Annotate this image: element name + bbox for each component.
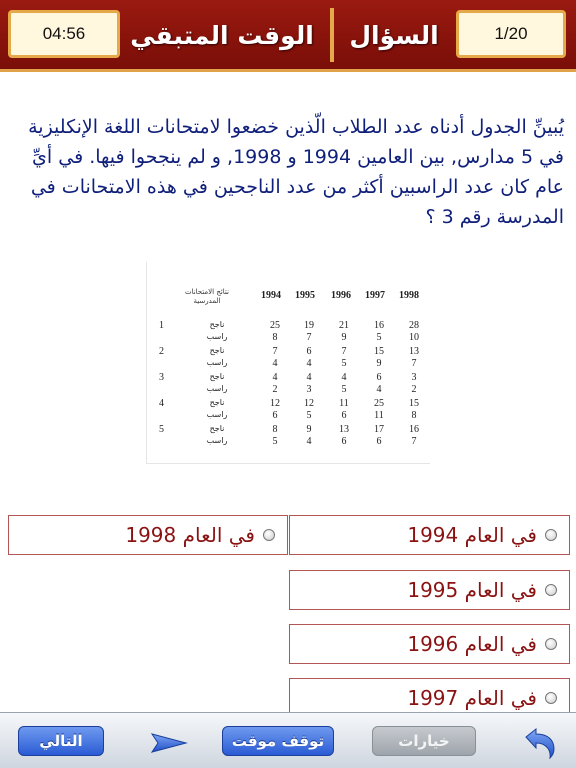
school-number: 2: [159, 346, 164, 357]
table-cell: 3: [306, 384, 312, 395]
radio-icon[interactable]: [263, 529, 275, 541]
answer-option-1998[interactable]: [8, 515, 288, 555]
question-text: يُبينِّ الجدول أدناه عدد الطلاب الّذين خضعوا لامتحانات اللغة الإنكليزية في 5 مدارس, بين العامين 1994 و 1998, و لم ينجحوا فيها. في أيِّ عام كان عدد الراسبين أكثر من عدد الناجحين في هذه الامتحانات في المدرسة رقم 3 ؟: [28, 116, 564, 228]
year-header: 1997: [365, 290, 385, 301]
table-cell: 8: [272, 332, 278, 343]
table-cell: 12: [270, 398, 280, 409]
fail-label: راسب: [206, 410, 228, 419]
pass-label: ناجح: [209, 320, 225, 329]
school-number: 3: [159, 372, 164, 383]
table-cell: 4: [306, 372, 312, 383]
fail-label: راسب: [206, 358, 228, 367]
table-cell: 11: [339, 398, 349, 409]
pass-label: ناجح: [209, 398, 225, 407]
pass-label: ناجح: [209, 346, 225, 355]
table-cell: 7: [411, 358, 417, 369]
radio-icon[interactable]: [545, 692, 557, 704]
table-cell: 6: [341, 410, 347, 421]
year-header: 1998: [399, 290, 419, 301]
radio-icon[interactable]: [545, 584, 557, 596]
table-cell: 9: [306, 424, 312, 435]
table-cell: 15: [374, 346, 384, 357]
pause-button[interactable]: توقف موقت: [222, 726, 334, 756]
table-cell: 9: [376, 358, 382, 369]
table-cell: 4: [376, 384, 382, 395]
answer-label: في العام 1995: [407, 578, 537, 602]
answer-option-1995[interactable]: [289, 570, 570, 610]
table-cell: 5: [341, 358, 347, 369]
table-cell: 19: [304, 320, 314, 331]
school-number: 4: [159, 398, 164, 409]
play-arrow-icon[interactable]: [150, 733, 188, 753]
table-cell: 21: [339, 320, 349, 331]
table-cell: 6: [306, 346, 312, 357]
answer-label: في العام 1996: [407, 632, 537, 656]
top-bar: [0, 0, 576, 72]
table-cell: 10: [409, 332, 419, 343]
table-cell: 6: [341, 436, 347, 447]
table-cell: 13: [339, 424, 349, 435]
table-cell: 12: [304, 398, 314, 409]
table-cell: 9: [341, 332, 347, 343]
year-header: 1994: [261, 290, 281, 301]
table-cell: 6: [376, 436, 382, 447]
options-button[interactable]: خيارات: [372, 726, 476, 756]
table-cell: 4: [306, 358, 312, 369]
table-cell: 8: [272, 424, 278, 435]
school-number: 1: [159, 320, 164, 331]
question-heading: السؤال: [349, 20, 439, 50]
header-divider: [330, 8, 334, 62]
table-header-label: نتائج الامتحانات المدرسية: [184, 288, 229, 305]
results-table: [146, 262, 430, 464]
fail-label: راسب: [206, 384, 228, 393]
table-cell: 13: [409, 346, 419, 357]
table-cell: 16: [374, 320, 384, 331]
table-cell: 3: [411, 372, 417, 383]
table-cell: 16: [409, 424, 419, 435]
table-cell: 7: [272, 346, 278, 357]
table-cell: 17: [374, 424, 384, 435]
school-number: 5: [159, 424, 164, 435]
table-cell: 2: [411, 384, 417, 395]
answer-label: في العام 1997: [407, 686, 537, 710]
table-cell: 15: [409, 398, 419, 409]
table-cell: 7: [341, 346, 347, 357]
table-cell: 28: [409, 320, 419, 331]
pass-label: ناجح: [209, 372, 225, 381]
fail-label: راسب: [206, 332, 228, 341]
table-cell: 6: [376, 372, 382, 383]
table-cell: 6: [272, 410, 278, 421]
table-cell: 25: [270, 320, 280, 331]
table-cell: 5: [306, 410, 312, 421]
table-cell: 8: [411, 410, 417, 421]
table-cell: 4: [306, 436, 312, 447]
table-cell: 5: [272, 436, 278, 447]
bottom-toolbar: [0, 712, 576, 768]
table-cell: 7: [411, 436, 417, 447]
time-remaining-heading: الوقت المتبقي: [130, 20, 314, 50]
undo-arrow-icon[interactable]: [522, 727, 558, 759]
table-cell: 11: [374, 410, 384, 421]
answer-option-1996[interactable]: [289, 624, 570, 664]
pass-label: ناجح: [209, 424, 225, 433]
radio-icon[interactable]: [545, 638, 557, 650]
next-button[interactable]: التالي: [18, 726, 104, 756]
table-cell: 4: [272, 358, 278, 369]
countdown-timer: 04:56: [8, 10, 120, 58]
year-header: 1995: [295, 290, 315, 301]
table-cell: 5: [376, 332, 382, 343]
answer-label: في العام 1994: [407, 523, 537, 547]
table-cell: 4: [341, 372, 347, 383]
table-cell: 25: [374, 398, 384, 409]
fail-label: راسب: [206, 436, 228, 445]
radio-icon[interactable]: [545, 529, 557, 541]
table-cell: 7: [306, 332, 312, 343]
table-cell: 5: [341, 384, 347, 395]
question-progress: 1/20: [456, 10, 566, 58]
answer-option-1994[interactable]: [289, 515, 570, 555]
answer-label: في العام 1998: [125, 523, 255, 547]
table-cell: 2: [272, 384, 278, 395]
year-header: 1996: [331, 290, 351, 301]
table-cell: 4: [272, 372, 278, 383]
